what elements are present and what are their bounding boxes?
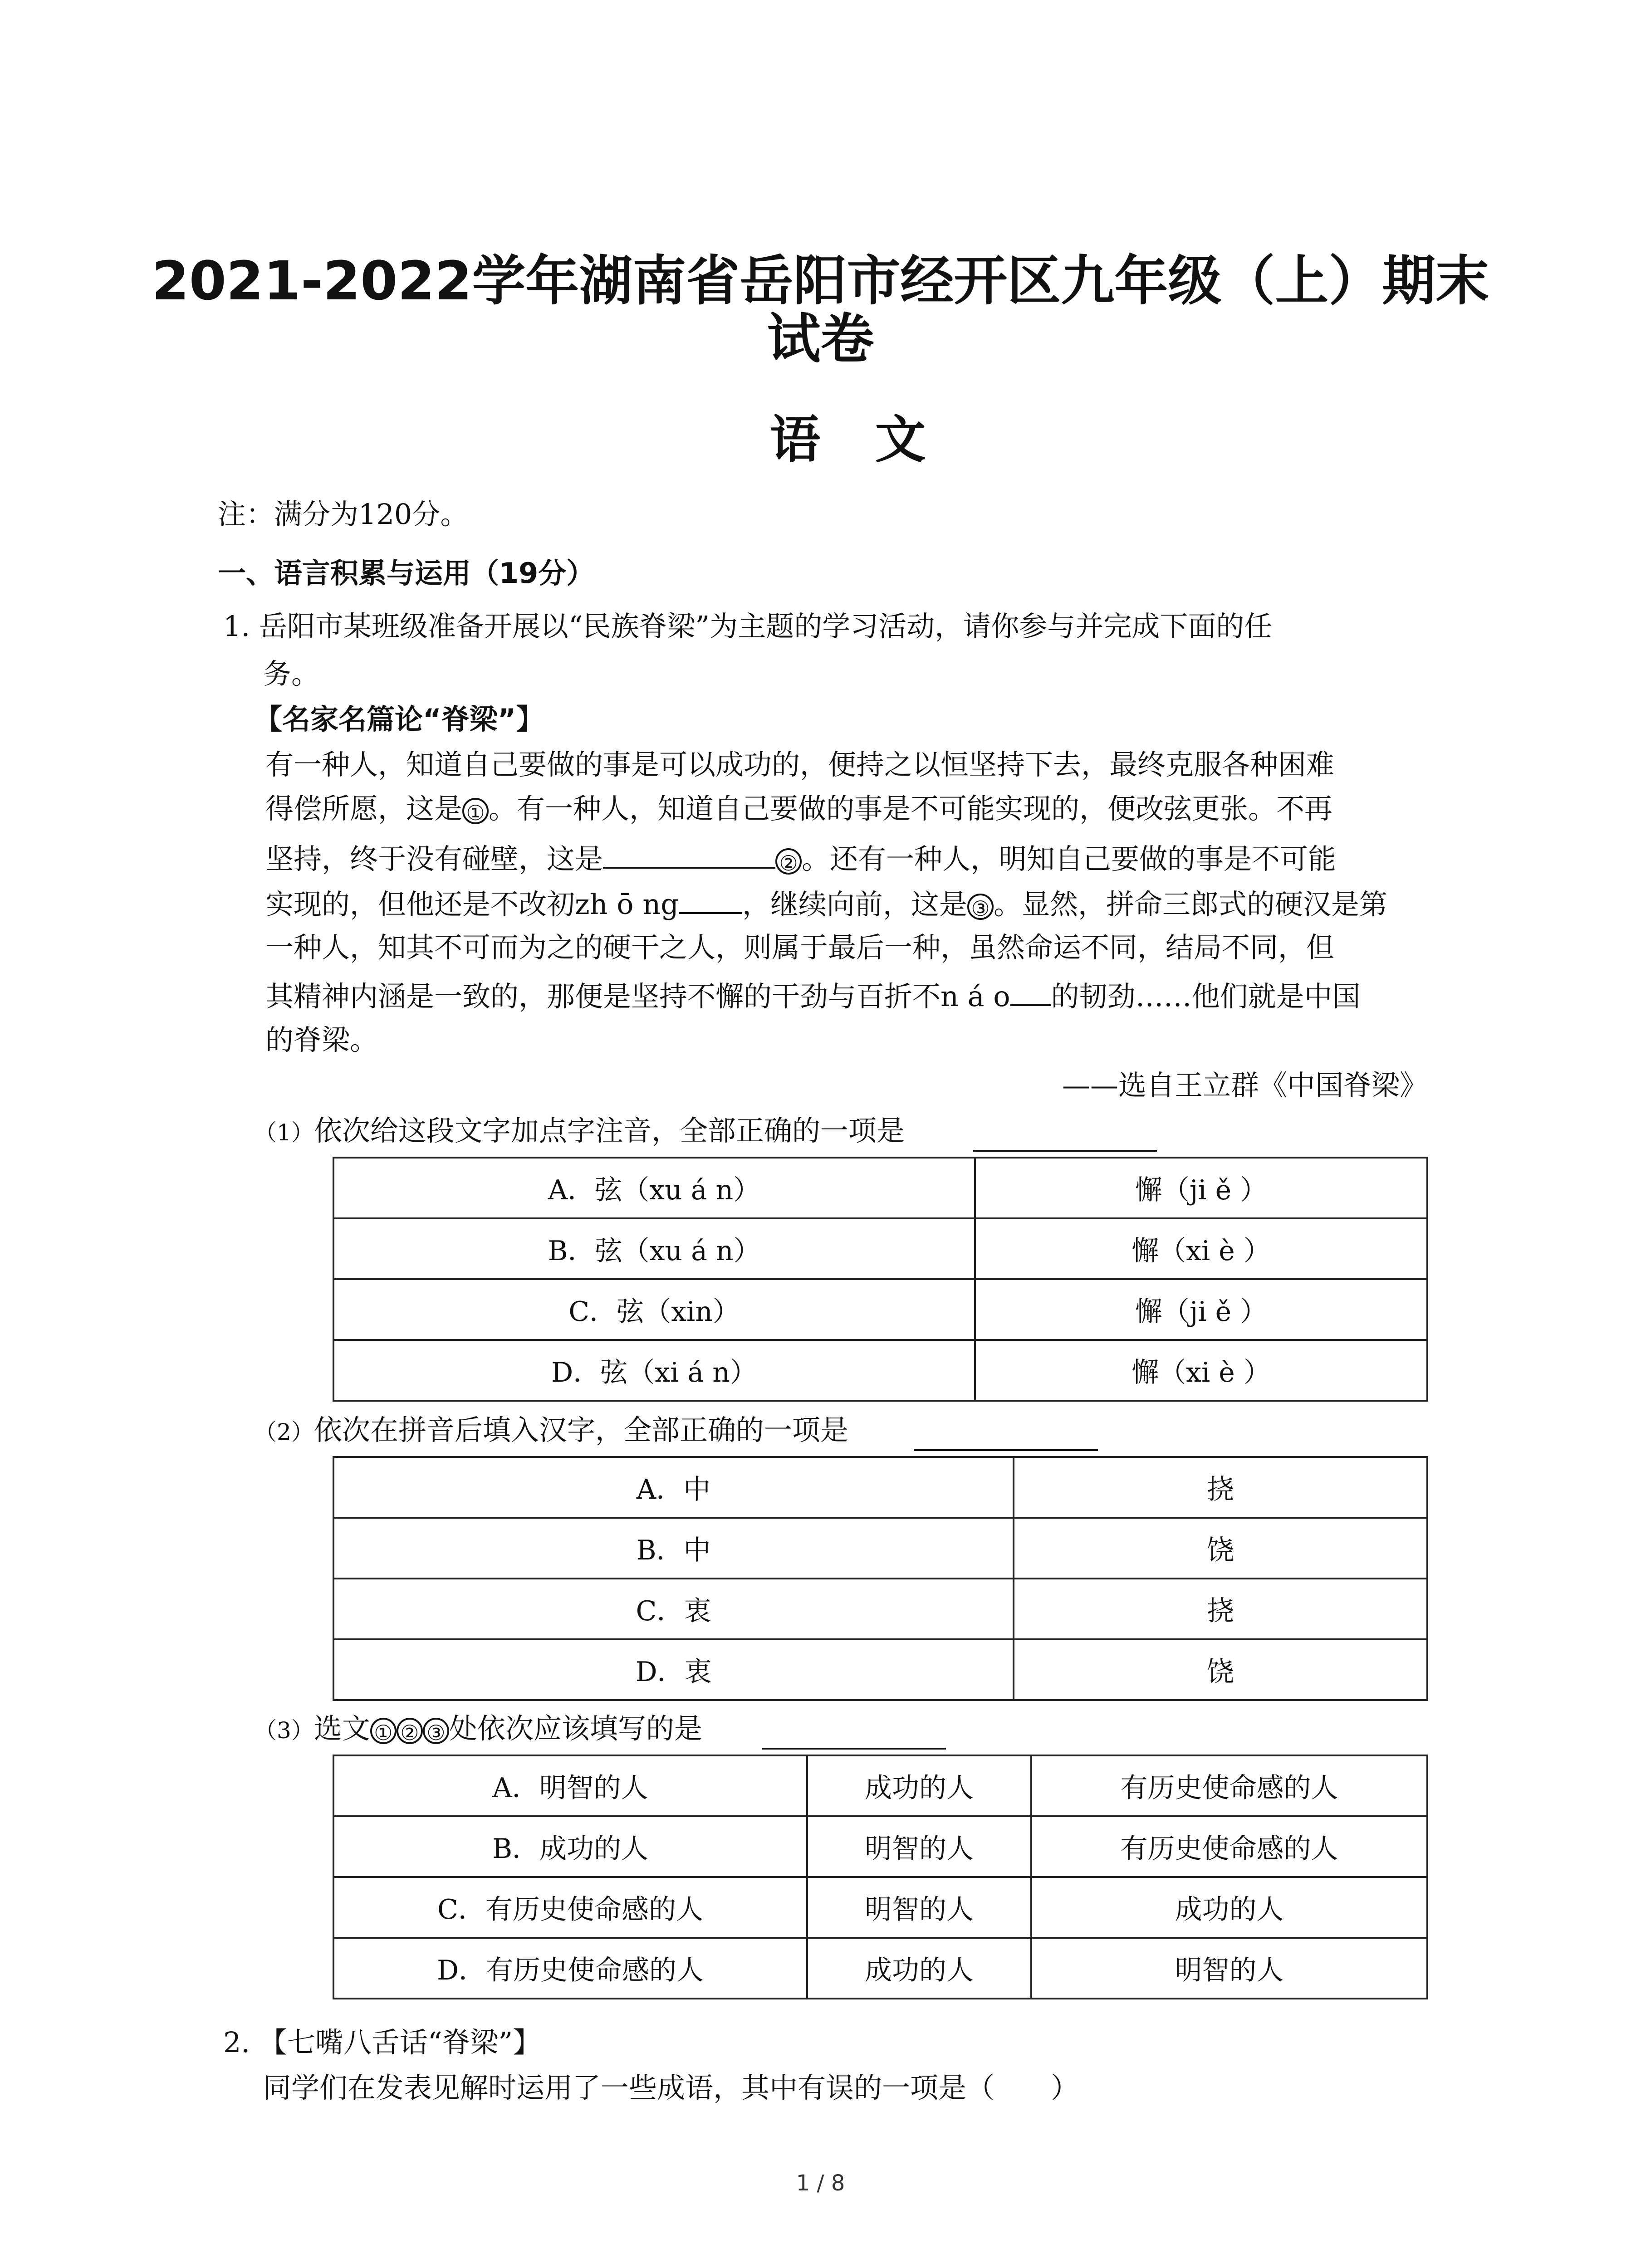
sub1-number: （1） (254, 1119, 314, 1146)
option-cell: D．有历史使命感的人 (333, 1938, 807, 1999)
option-row[interactable] (333, 1457, 1427, 1518)
sub1-text: 依次给这段文字加点字注音，全部正确的一项是 (314, 1114, 905, 1147)
passage-text: 其精神内涵是一致的，那便是坚持不懈的干劲与百折不n á o (265, 980, 1010, 1013)
passage-line5: 一种人，知其不可而为之的硬干之人，则属于最后一种，虽然命运不同，结局不同，但 (265, 931, 1335, 964)
option-row[interactable] (333, 1877, 1427, 1938)
q2-stem: 同学们在发表见解时运用了一些成语，其中有误的一项是（ ） (263, 2071, 1079, 2104)
circled-number-3: ③ (423, 1718, 449, 1744)
option-cell: 成功的人 (807, 1938, 1031, 1999)
option-row[interactable] (333, 1755, 1427, 1816)
option-row[interactable] (333, 1816, 1427, 1877)
option-cell: 挠 (1014, 1457, 1427, 1518)
sub1-options-table (333, 1157, 1428, 1402)
option-cell: C．衷 (333, 1579, 1014, 1639)
option-cell: 懈（ji ě ） (975, 1158, 1427, 1218)
option-row[interactable] (333, 1579, 1427, 1639)
circled-number-1: ① (370, 1718, 397, 1744)
passage-text: 坚持，终于没有碰壁，这是 (265, 842, 603, 875)
sub3-text: 处依次应该填写的是 (449, 1712, 702, 1745)
subject-heading: 语文 (769, 411, 980, 469)
option-cell: D．弦（xi á n） (333, 1340, 975, 1401)
option-row[interactable] (333, 1938, 1427, 1999)
q1-stem-line1: 1. 岳阳市某班级准备开展以“民族脊梁”为主题的学习活动，请你参与并完成下面的任 (223, 610, 1273, 643)
option-cell: C．有历史使命感的人 (333, 1877, 807, 1938)
option-cell: 成功的人 (1031, 1877, 1427, 1938)
option-cell: 有历史使命感的人 (1031, 1816, 1427, 1877)
passage-text: 。有一种人，知道自己要做的事是不可能实现的，便改弦更张。不再 (489, 792, 1333, 825)
circled-number-2: ② (397, 1718, 423, 1744)
sub1-prompt (254, 1114, 905, 1147)
option-cell: B．成功的人 (333, 1816, 807, 1877)
option-cell: 明智的人 (1031, 1938, 1427, 1999)
option-row[interactable] (333, 1639, 1427, 1700)
circled-number-2: ② (775, 848, 802, 875)
passage-line6 (265, 979, 1361, 1011)
option-cell: 懈（ji ě ） (975, 1279, 1427, 1340)
option-cell: D．衷 (333, 1639, 1014, 1700)
passage-line1: 有一种人，知道自己要做的事是可以成功的，便持之以恒坚持下去，最终克服各种困难 (265, 748, 1335, 781)
q2-heading: 2. 【七嘴八舌话“脊梁”】 (223, 2026, 541, 2059)
passage-source: ——选自王立群《中国脊梁》 (1062, 1069, 1428, 1102)
option-cell: B．弦（xu á n） (333, 1218, 975, 1279)
sub2-options-table (333, 1456, 1428, 1701)
q1-subheading: 【名家名篇论“脊梁”】 (254, 703, 544, 736)
option-cell: 懈（xi è ） (975, 1340, 1427, 1401)
fill-blank[interactable] (603, 841, 775, 869)
option-row[interactable] (333, 1279, 1427, 1340)
option-cell: 挠 (1014, 1579, 1427, 1639)
pinyin-blank[interactable] (679, 887, 742, 914)
option-cell: C．弦（xin） (333, 1279, 975, 1340)
sub3-text: 选文 (314, 1712, 370, 1745)
sub1-answer-blank[interactable] (973, 1150, 1157, 1152)
sub2-number: （2） (254, 1419, 314, 1445)
option-cell: 成功的人 (807, 1755, 1031, 1816)
option-cell: 饶 (1014, 1639, 1427, 1700)
option-cell: B．中 (333, 1518, 1014, 1579)
sub3-options-table (333, 1755, 1428, 1999)
option-row[interactable] (333, 1340, 1427, 1401)
passage-text: 的韧劲……他们就是中国 (1051, 980, 1361, 1013)
sub3-answer-blank[interactable] (762, 1748, 946, 1750)
passage-text: 。还有一种人，明知自己要做的事是不可能 (802, 842, 1337, 875)
passage-line7: 的脊梁。 (265, 1023, 378, 1056)
option-cell: A．中 (333, 1457, 1014, 1518)
passage-line3 (265, 841, 1336, 875)
passage-line4 (265, 887, 1387, 920)
option-cell: 懈（xi è ） (975, 1218, 1427, 1279)
paper-title-line1: 2021-2022学年湖南省岳阳市经开区九年级（上）期末 (152, 249, 1489, 312)
score-note: 注：满分为120分。 (218, 498, 469, 531)
option-row[interactable] (333, 1518, 1427, 1579)
option-cell: 明智的人 (807, 1877, 1031, 1938)
sub2-text: 依次在拼音后填入汉字，全部正确的一项是 (314, 1413, 848, 1447)
circled-number-1: ① (462, 798, 489, 824)
option-cell: 有历史使命感的人 (1031, 1755, 1427, 1816)
sub3-number: （3） (254, 1717, 314, 1744)
paper-title-line2: 试卷 (767, 308, 874, 370)
page-number: 1 / 8 (796, 2170, 845, 2196)
section1-heading: 一、语言积累与运用（19分） (218, 557, 595, 590)
passage-line2 (265, 792, 1333, 825)
option-cell: 明智的人 (807, 1816, 1031, 1877)
sub2-answer-blank[interactable] (914, 1449, 1098, 1451)
option-row[interactable] (333, 1218, 1427, 1279)
option-cell: A．弦（xu á n） (333, 1158, 975, 1218)
option-cell: A．明智的人 (333, 1755, 807, 1816)
passage-text: 。显然，拼命三郎式的硬汉是第 (993, 888, 1387, 921)
passage-text: ，继续向前，这是 (742, 888, 967, 921)
pinyin-blank[interactable] (1010, 979, 1051, 1006)
q1-stem-line2: 务。 (263, 657, 320, 690)
passage-text: 得偿所愿，这是 (265, 792, 463, 825)
option-row[interactable] (333, 1158, 1427, 1218)
sub3-prompt (254, 1712, 702, 1745)
circled-number-3: ③ (967, 894, 994, 920)
sub2-prompt (254, 1413, 848, 1447)
passage-text: 实现的，但他还是不改初zh ō ng (265, 888, 679, 921)
option-cell: 饶 (1014, 1518, 1427, 1579)
